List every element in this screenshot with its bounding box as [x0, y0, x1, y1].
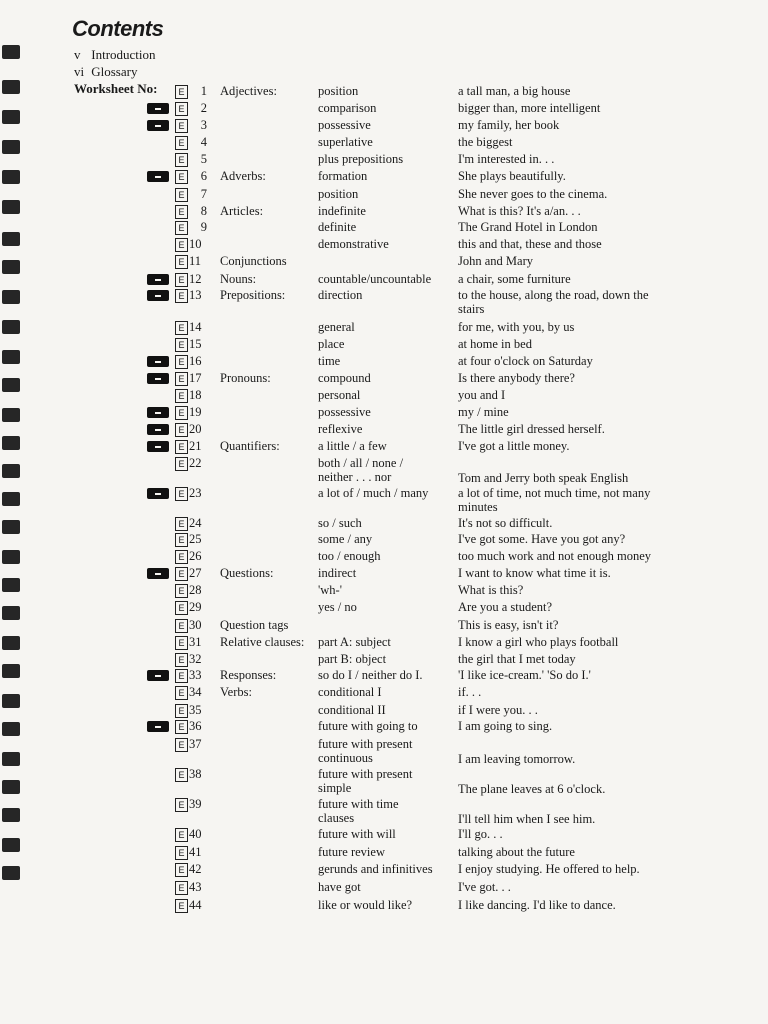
topic-label: gerunds and infinitives — [318, 862, 433, 876]
example-text: The Grand Hotel in London — [458, 220, 598, 234]
worksheet-number: 9 — [200, 220, 207, 234]
contents-row[interactable] — [0, 719, 768, 735]
binding-edge-mark — [2, 752, 20, 766]
topic-label: like or would like? — [318, 898, 413, 912]
e-box-icon: E — [175, 487, 188, 501]
topic-label: indirect — [318, 566, 357, 580]
contents-row[interactable] — [0, 101, 768, 117]
contents-row[interactable] — [0, 320, 768, 336]
topic-label: reflexive — [318, 422, 363, 436]
category-label: Questions: — [220, 566, 274, 580]
topic-label: have got — [318, 880, 361, 894]
e-box-icon: E — [175, 846, 188, 860]
worksheet-number: 18 — [189, 388, 202, 402]
front-item-label: Introduction — [91, 47, 156, 62]
topic-label: 'wh-' — [318, 583, 342, 597]
contents-row[interactable] — [0, 422, 768, 438]
cassette-icon — [147, 373, 169, 384]
topic-label: so / such — [318, 516, 362, 530]
contents-row[interactable] — [0, 532, 768, 548]
binding-edge-mark — [2, 45, 20, 59]
contents-row[interactable] — [0, 703, 768, 719]
example-text: I've got. . . — [458, 880, 511, 894]
worksheet-number: 22 — [189, 456, 202, 470]
topic-label-continued: neither . . . nor — [318, 470, 392, 484]
example-text: Are you a student? — [458, 600, 553, 614]
cassette-icon — [147, 441, 169, 452]
e-box-icon: E — [175, 584, 188, 598]
e-box-icon: E — [175, 720, 188, 734]
e-box-icon: E — [175, 704, 188, 718]
e-box-icon: E — [175, 238, 188, 252]
worksheet-number: 37 — [189, 737, 202, 751]
worksheet-number: 42 — [189, 862, 202, 876]
worksheet-number: 39 — [189, 797, 202, 811]
cassette-icon — [147, 424, 169, 435]
contents-row[interactable] — [0, 685, 768, 701]
example-text: This is easy, isn't it? — [458, 618, 559, 632]
category-label: Question tags — [220, 618, 289, 632]
front-item-page: v — [74, 47, 81, 62]
topic-label-continued: simple — [318, 781, 352, 795]
worksheet-number: 8 — [200, 204, 207, 218]
contents-row[interactable] — [0, 187, 768, 203]
topic-label: part A: subject — [318, 635, 391, 649]
contents-row[interactable] — [0, 272, 768, 288]
contents-row[interactable] — [0, 486, 768, 514]
contents-row[interactable] — [0, 135, 768, 151]
e-box-icon: E — [175, 738, 188, 752]
worksheet-label: Worksheet No: — [74, 81, 158, 96]
cassette-icon — [147, 171, 169, 182]
contents-row[interactable] — [0, 549, 768, 565]
worksheet-number: 5 — [200, 152, 207, 166]
contents-row[interactable] — [0, 84, 768, 100]
worksheet-number: 43 — [189, 880, 202, 894]
example-text: I enjoy studying. He offered to help. — [458, 862, 640, 876]
cassette-icon — [147, 407, 169, 418]
contents-row[interactable] — [0, 405, 768, 421]
example-text-continued: The plane leaves at 6 o'clock. — [458, 782, 606, 796]
e-box-icon: E — [175, 170, 188, 184]
topic-label: future with present — [318, 737, 413, 751]
worksheet-number: 11 — [189, 254, 202, 268]
example-text: if. . . — [458, 685, 482, 699]
worksheet-number: 27 — [189, 566, 202, 580]
e-box-icon: E — [175, 881, 188, 895]
contents-row[interactable] — [0, 169, 768, 185]
e-box-icon: E — [175, 321, 188, 335]
contents-row[interactable] — [0, 152, 768, 168]
example-text: John and Mary — [458, 254, 533, 268]
example-text-continued: stairs — [458, 302, 485, 316]
e-box-icon: E — [175, 273, 188, 287]
e-box-icon: E — [175, 669, 188, 683]
e-box-icon: E — [175, 119, 188, 133]
page-title: Contents — [72, 16, 164, 41]
worksheet-number: 20 — [189, 422, 202, 436]
cassette-icon — [147, 103, 169, 114]
cassette-icon — [147, 721, 169, 732]
e-box-icon: E — [175, 389, 188, 403]
category-label: Verbs: — [220, 685, 252, 699]
topic-label: conditional I — [318, 685, 382, 699]
e-box-icon: E — [175, 255, 188, 269]
e-box-icon: E — [175, 457, 188, 471]
example-text-continued: minutes — [458, 500, 498, 514]
example-text: 'I like ice-cream.' 'So do I.' — [458, 668, 591, 682]
topic-label: yes / no — [318, 600, 357, 614]
worksheet-number: 13 — [189, 288, 202, 302]
contents-row[interactable] — [0, 618, 768, 634]
worksheet-number: 7 — [200, 187, 207, 201]
topic-label: future with time — [318, 797, 399, 811]
e-box-icon: E — [175, 440, 188, 454]
front-item-glossary[interactable] — [74, 64, 137, 80]
topic-label: a lot of / much / many — [318, 486, 429, 500]
e-box-icon: E — [175, 153, 188, 167]
example-text: you and I — [458, 388, 506, 402]
e-box-icon: E — [175, 372, 188, 386]
worksheet-number: 24 — [189, 516, 202, 530]
contents-row[interactable] — [0, 337, 768, 353]
topic-label: position — [318, 187, 359, 201]
topic-label: too / enough — [318, 549, 381, 563]
e-box-icon: E — [175, 899, 188, 913]
example-text: I am going to sing. — [458, 719, 553, 733]
category-label: Pronouns: — [220, 371, 271, 385]
e-box-icon: E — [175, 406, 188, 420]
e-box-icon: E — [175, 136, 188, 150]
contents-row[interactable] — [0, 737, 768, 766]
category-label: Adverbs: — [220, 169, 266, 183]
e-box-icon: E — [175, 102, 188, 116]
worksheet-number: 12 — [189, 272, 202, 286]
example-text: too much work and not enough money — [458, 549, 652, 563]
topic-label: personal — [318, 388, 361, 402]
e-box-icon: E — [175, 205, 188, 219]
topic-label: future review — [318, 845, 385, 859]
example-text: at home in bed — [458, 337, 532, 351]
e-box-icon: E — [175, 636, 188, 650]
contents-row[interactable] — [0, 388, 768, 404]
topic-label: place — [318, 337, 345, 351]
contents-row[interactable] — [0, 204, 768, 220]
topic-label: definite — [318, 220, 357, 234]
category-label: Conjunctions — [220, 254, 287, 268]
cassette-icon — [147, 120, 169, 131]
cassette-icon — [147, 670, 169, 681]
worksheet-number: 36 — [189, 719, 202, 733]
cassette-icon — [147, 274, 169, 285]
worksheet-number: 23 — [189, 486, 202, 500]
e-box-icon: E — [175, 768, 188, 782]
example-text: She never goes to the cinema. — [458, 187, 608, 201]
topic-label: both / all / none / — [318, 456, 404, 470]
worksheet-number: 2 — [200, 101, 207, 115]
example-text: It's not so difficult. — [458, 516, 553, 530]
worksheet-number: 30 — [189, 618, 202, 632]
topic-label: conditional II — [318, 703, 386, 717]
topic-label: compound — [318, 371, 371, 385]
e-box-icon: E — [175, 828, 188, 842]
example-text: a lot of time, not much time, not many — [458, 486, 651, 500]
worksheet-number: 16 — [189, 354, 202, 368]
contents-row[interactable] — [0, 845, 768, 861]
contents-row[interactable] — [0, 668, 768, 684]
e-box-icon: E — [175, 221, 188, 235]
e-box-icon: E — [175, 550, 188, 564]
e-box-icon: E — [175, 355, 188, 369]
worksheet-number: 19 — [189, 405, 202, 419]
worksheet-number: 32 — [189, 652, 202, 666]
example-text: a chair, some furniture — [458, 272, 571, 286]
e-box-icon: E — [175, 863, 188, 877]
example-text-continued: I'll tell him when I see him. — [458, 812, 596, 826]
contents-row[interactable] — [0, 898, 768, 914]
contents-row[interactable] — [0, 767, 768, 796]
worksheet-number: 40 — [189, 827, 202, 841]
worksheet-number: 1 — [200, 84, 207, 98]
contents-row[interactable] — [0, 566, 768, 582]
contents-row[interactable] — [0, 652, 768, 668]
worksheet-number: 31 — [189, 635, 202, 649]
worksheet-number: 41 — [189, 845, 202, 859]
topic-label-continued: clauses — [318, 811, 355, 825]
example-text: my family, her book — [458, 118, 560, 132]
example-text: talking about the future — [458, 845, 575, 859]
contents-row[interactable] — [0, 880, 768, 896]
contents-row[interactable] — [0, 354, 768, 370]
contents-row[interactable] — [0, 827, 768, 843]
category-label: Articles: — [220, 204, 264, 218]
contents-row[interactable] — [0, 635, 768, 651]
e-box-icon: E — [175, 601, 188, 615]
worksheet-number: 6 — [200, 169, 207, 183]
topic-label: superlative — [318, 135, 373, 149]
example-text: I want to know what time it is. — [458, 566, 611, 580]
example-text: a tall man, a big house — [458, 84, 571, 98]
example-text: She plays beautifully. — [458, 169, 566, 183]
topic-label: future with present — [318, 767, 413, 781]
topic-label: part B: object — [318, 652, 387, 666]
contents-row[interactable] — [0, 439, 768, 455]
contents-row[interactable] — [0, 456, 768, 485]
category-label: Prepositions: — [220, 288, 286, 302]
cassette-icon — [147, 290, 169, 301]
category-label: Relative clauses: — [220, 635, 305, 649]
e-box-icon: E — [175, 517, 188, 531]
example-text: my / mine — [458, 405, 509, 419]
worksheet-number: 33 — [189, 668, 202, 682]
cassette-icon — [147, 488, 169, 499]
example-text-continued: Tom and Jerry both speak English — [458, 471, 629, 485]
contents-row[interactable] — [0, 237, 768, 253]
topic-label: formation — [318, 169, 368, 183]
example-text: if I were you. . . — [458, 703, 538, 717]
topic-label: future with will — [318, 827, 396, 841]
example-text: Is there anybody there? — [458, 371, 575, 385]
category-label: Adjectives: — [220, 84, 277, 98]
topic-label: countable/uncountable — [318, 272, 432, 286]
topic-label: possessive — [318, 405, 371, 419]
example-text: I've got some. Have you got any? — [458, 532, 626, 546]
example-text: I'm interested in. . . — [458, 152, 555, 166]
example-text: I know a girl who plays football — [458, 635, 619, 649]
front-item-page: vi — [74, 64, 85, 79]
contents-row[interactable] — [0, 516, 768, 532]
e-box-icon: E — [175, 686, 188, 700]
example-text: What is this? — [458, 583, 524, 597]
worksheet-number: 34 — [189, 685, 202, 699]
category-label: Nouns: — [220, 272, 257, 286]
topic-label: a little / a few — [318, 439, 387, 453]
e-box-icon: E — [175, 289, 188, 303]
example-text: What is this? It's a/an. . . — [458, 204, 581, 218]
topic-label: demonstrative — [318, 237, 389, 251]
topic-label: direction — [318, 288, 363, 302]
front-item-label: Glossary — [91, 64, 138, 79]
topic-label: some / any — [318, 532, 373, 546]
cassette-icon — [147, 356, 169, 367]
worksheet-number: 21 — [189, 439, 202, 453]
topic-label: so do I / neither do I. — [318, 668, 423, 682]
topic-label: indefinite — [318, 204, 366, 218]
example-text: I've got a little money. — [458, 439, 570, 453]
worksheet-number: 29 — [189, 600, 202, 614]
e-box-icon: E — [175, 533, 188, 547]
e-box-icon: E — [175, 423, 188, 437]
e-box-icon: E — [175, 798, 188, 812]
worksheet-number: 10 — [189, 237, 202, 251]
e-box-icon: E — [175, 338, 188, 352]
topic-label: future with going to — [318, 719, 418, 733]
topic-label: comparison — [318, 101, 377, 115]
example-text: I like dancing. I'd like to dance. — [458, 898, 616, 912]
worksheet-number: 38 — [189, 767, 202, 781]
example-text: for me, with you, by us — [458, 320, 575, 334]
worksheet-number: 15 — [189, 337, 202, 351]
category-label: Quantifiers: — [220, 439, 280, 453]
topic-label: general — [318, 320, 355, 334]
contents-row[interactable] — [0, 583, 768, 599]
topic-label: time — [318, 354, 341, 368]
worksheet-number: 35 — [189, 703, 202, 717]
worksheet-number: 14 — [189, 320, 202, 334]
worksheet-number: 26 — [189, 549, 202, 563]
contents-row[interactable] — [0, 288, 768, 316]
contents-row[interactable] — [0, 118, 768, 134]
worksheet-number: 3 — [200, 118, 207, 132]
topic-label: plus prepositions — [318, 152, 404, 166]
example-text: this and that, these and those — [458, 237, 602, 251]
example-text: The little girl dressed herself. — [458, 422, 605, 436]
example-text-continued: I am leaving tomorrow. — [458, 752, 576, 766]
example-text: at four o'clock on Saturday — [458, 354, 593, 368]
e-box-icon: E — [175, 567, 188, 581]
category-label: Responses: — [220, 668, 277, 682]
worksheet-number: 4 — [200, 135, 207, 149]
worksheet-number: 17 — [189, 371, 202, 385]
contents-row[interactable] — [0, 797, 768, 826]
e-box-icon: E — [175, 188, 188, 202]
topic-label: position — [318, 84, 359, 98]
cassette-icon — [147, 568, 169, 579]
e-box-icon: E — [175, 619, 188, 633]
e-box-icon: E — [175, 653, 188, 667]
contents-row[interactable] — [0, 220, 768, 236]
contents-row[interactable] — [0, 371, 768, 387]
contents-row[interactable] — [0, 254, 768, 270]
example-text: bigger than, more intelligent — [458, 101, 601, 115]
worksheet-number: 44 — [189, 898, 202, 912]
e-box-icon: E — [175, 85, 188, 99]
worksheet-number: 28 — [189, 583, 202, 597]
topic-label: possessive — [318, 118, 371, 132]
contents-row[interactable] — [0, 862, 768, 878]
example-text: the biggest — [458, 135, 513, 149]
example-text: I'll go. . . — [458, 827, 503, 841]
topic-label-continued: continuous — [318, 751, 373, 765]
example-text: to the house, along the road, down the — [458, 288, 649, 302]
worksheet-number: 25 — [189, 532, 202, 546]
example-text: the girl that I met today — [458, 652, 576, 666]
front-item-introduction[interactable] — [74, 47, 156, 63]
contents-row[interactable] — [0, 600, 768, 616]
